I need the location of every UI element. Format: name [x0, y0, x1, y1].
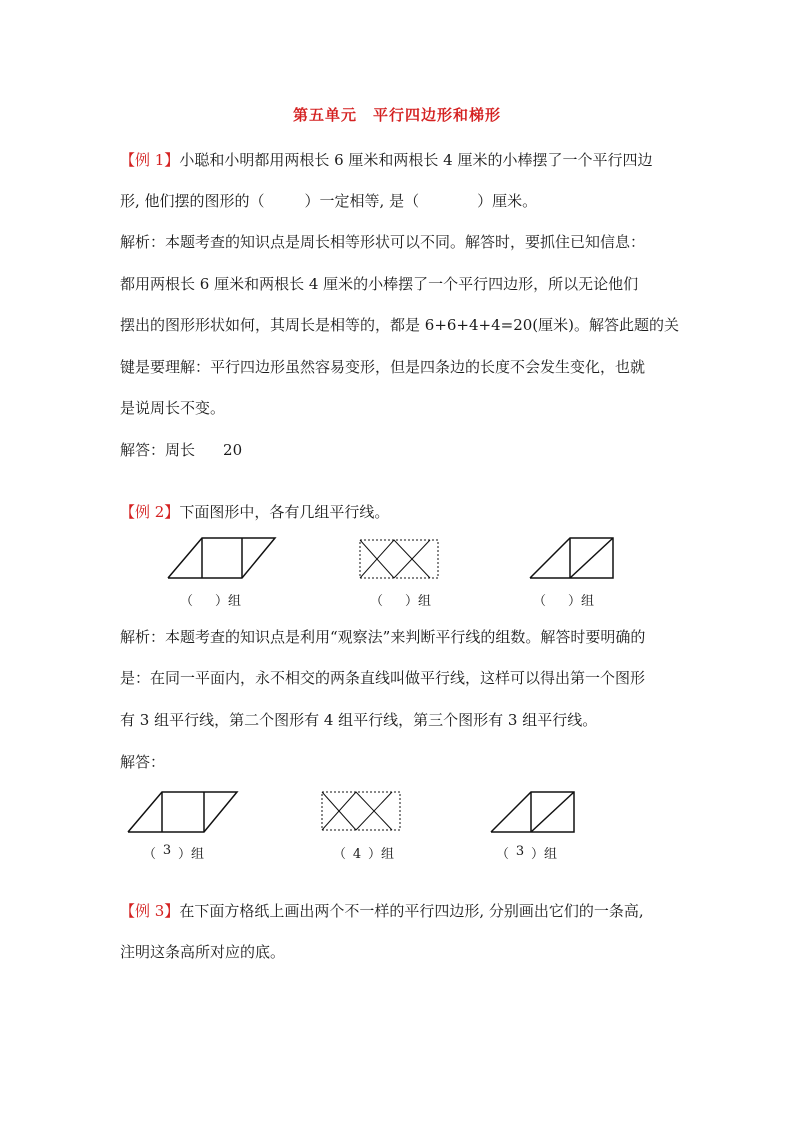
- figure-3-caption: [533, 590, 594, 609]
- example-1-answer-1: 周长: [165, 441, 196, 459]
- caption-close: ）组: [178, 847, 205, 862]
- example-1-question-line-2: [120, 191, 680, 211]
- answer-figure-3-count: 3: [515, 844, 525, 859]
- caption-close: ）组: [368, 847, 395, 862]
- example-1-analysis-line-2: 都用两根长 6 厘米和两根长 4 厘米的小棒摆了一个平行四边形，所以无论他们: [120, 275, 639, 293]
- example-2-question-line: [120, 502, 680, 522]
- figure-2-caption: [370, 590, 431, 609]
- answer-figure-2-count: 4: [352, 847, 362, 862]
- caption-close: ）组: [531, 847, 558, 862]
- example-2-answer-label: 解答：: [120, 753, 166, 771]
- example-1-answer-2: 20: [223, 441, 243, 459]
- caption-open-paren: （: [180, 594, 194, 609]
- answer-figure-3-trapezoid-split: [486, 786, 581, 836]
- example-1-analysis-line-5: 是说周长不变。: [120, 399, 226, 417]
- caption-close: ）组: [405, 594, 432, 609]
- example-1-answer-line: [120, 440, 680, 460]
- caption-close: ）组: [568, 594, 595, 609]
- answer-figure-1-caption: [143, 843, 204, 862]
- figure-1-parallelogram-split: [160, 532, 285, 582]
- example-1-answer-label: 解答：: [120, 441, 166, 459]
- figure-2-rectangle-zigzag: [354, 536, 444, 582]
- answer-figure-2-rectangle-zigzag: [316, 788, 406, 834]
- example-3-question-text-1: 在下面方格纸上画出两个不一样的平行四边形, 分别画出它们的一条高,: [179, 902, 644, 920]
- figure-3-trapezoid-split: [525, 532, 620, 582]
- example-3-question-line-1: [120, 901, 680, 921]
- caption-open-paren: （: [533, 594, 547, 609]
- answer-figure-2-caption: [333, 843, 394, 862]
- caption-close: ）组: [215, 594, 242, 609]
- figure-1-caption: [180, 590, 241, 609]
- caption-open-paren: （: [370, 594, 384, 609]
- example-3-tag: 【例 3】: [120, 902, 180, 920]
- answer-figure-1-count: 3: [162, 843, 172, 858]
- answer-figure-1-parallelogram-split: [122, 786, 247, 836]
- example-3-question-line-2: 注明这条高所对应的底。: [120, 943, 286, 961]
- caption-open-paren: （: [496, 847, 510, 862]
- example-1-question-text-2a: 形, 他们摆的图形的（: [120, 192, 265, 210]
- page-title: 第五单元 平行四边形和梯形: [292, 106, 501, 124]
- example-2-question-text: 下面图形中，各有几组平行线。: [179, 503, 390, 521]
- example-1-question-text-2b: ）一定相等, 是（: [304, 192, 420, 210]
- caption-open-paren: （: [143, 847, 157, 862]
- example-1-tag: 【例 1】: [120, 151, 180, 169]
- example-1-question-text-2c: ）厘米。: [477, 192, 538, 210]
- answer-figure-3-caption: [496, 843, 557, 862]
- example-2-analysis-line-1: 解析：本题考查的知识点是利用“观察法”来判断平行线的组数。解答时要明确的: [120, 628, 646, 646]
- example-1-analysis-line-3: 摆出的图形形状如何，其周长是相等的，都是 6+6+4+4=20(厘米)。解答此题的关: [120, 316, 680, 334]
- caption-open-paren: （: [333, 847, 347, 862]
- example-1-question-line-1: [120, 150, 680, 170]
- example-2-tag: 【例 2】: [120, 503, 180, 521]
- example-1-analysis-line-1: 解析：本题考查的知识点是周长相等形状可以不同。解答时，要抓住已知信息：: [120, 233, 646, 251]
- example-1-analysis-line-4: 键是要理解：平行四边形虽然容易变形，但是四条边的长度不会发生变化，也就: [120, 358, 646, 376]
- example-1-question-text-1: 小聪和小明都用两根长 6 厘米和两根长 4 厘米的小棒摆了一个平行四边: [179, 151, 653, 169]
- example-2-analysis-line-2: 是：在同一平面内，永不相交的两条直线叫做平行线，这样可以得出第一个图形: [120, 669, 646, 687]
- example-2-analysis-line-3: 有 3 组平行线，第二个图形有 4 组平行线，第三个图形有 3 组平行线。: [120, 711, 598, 729]
